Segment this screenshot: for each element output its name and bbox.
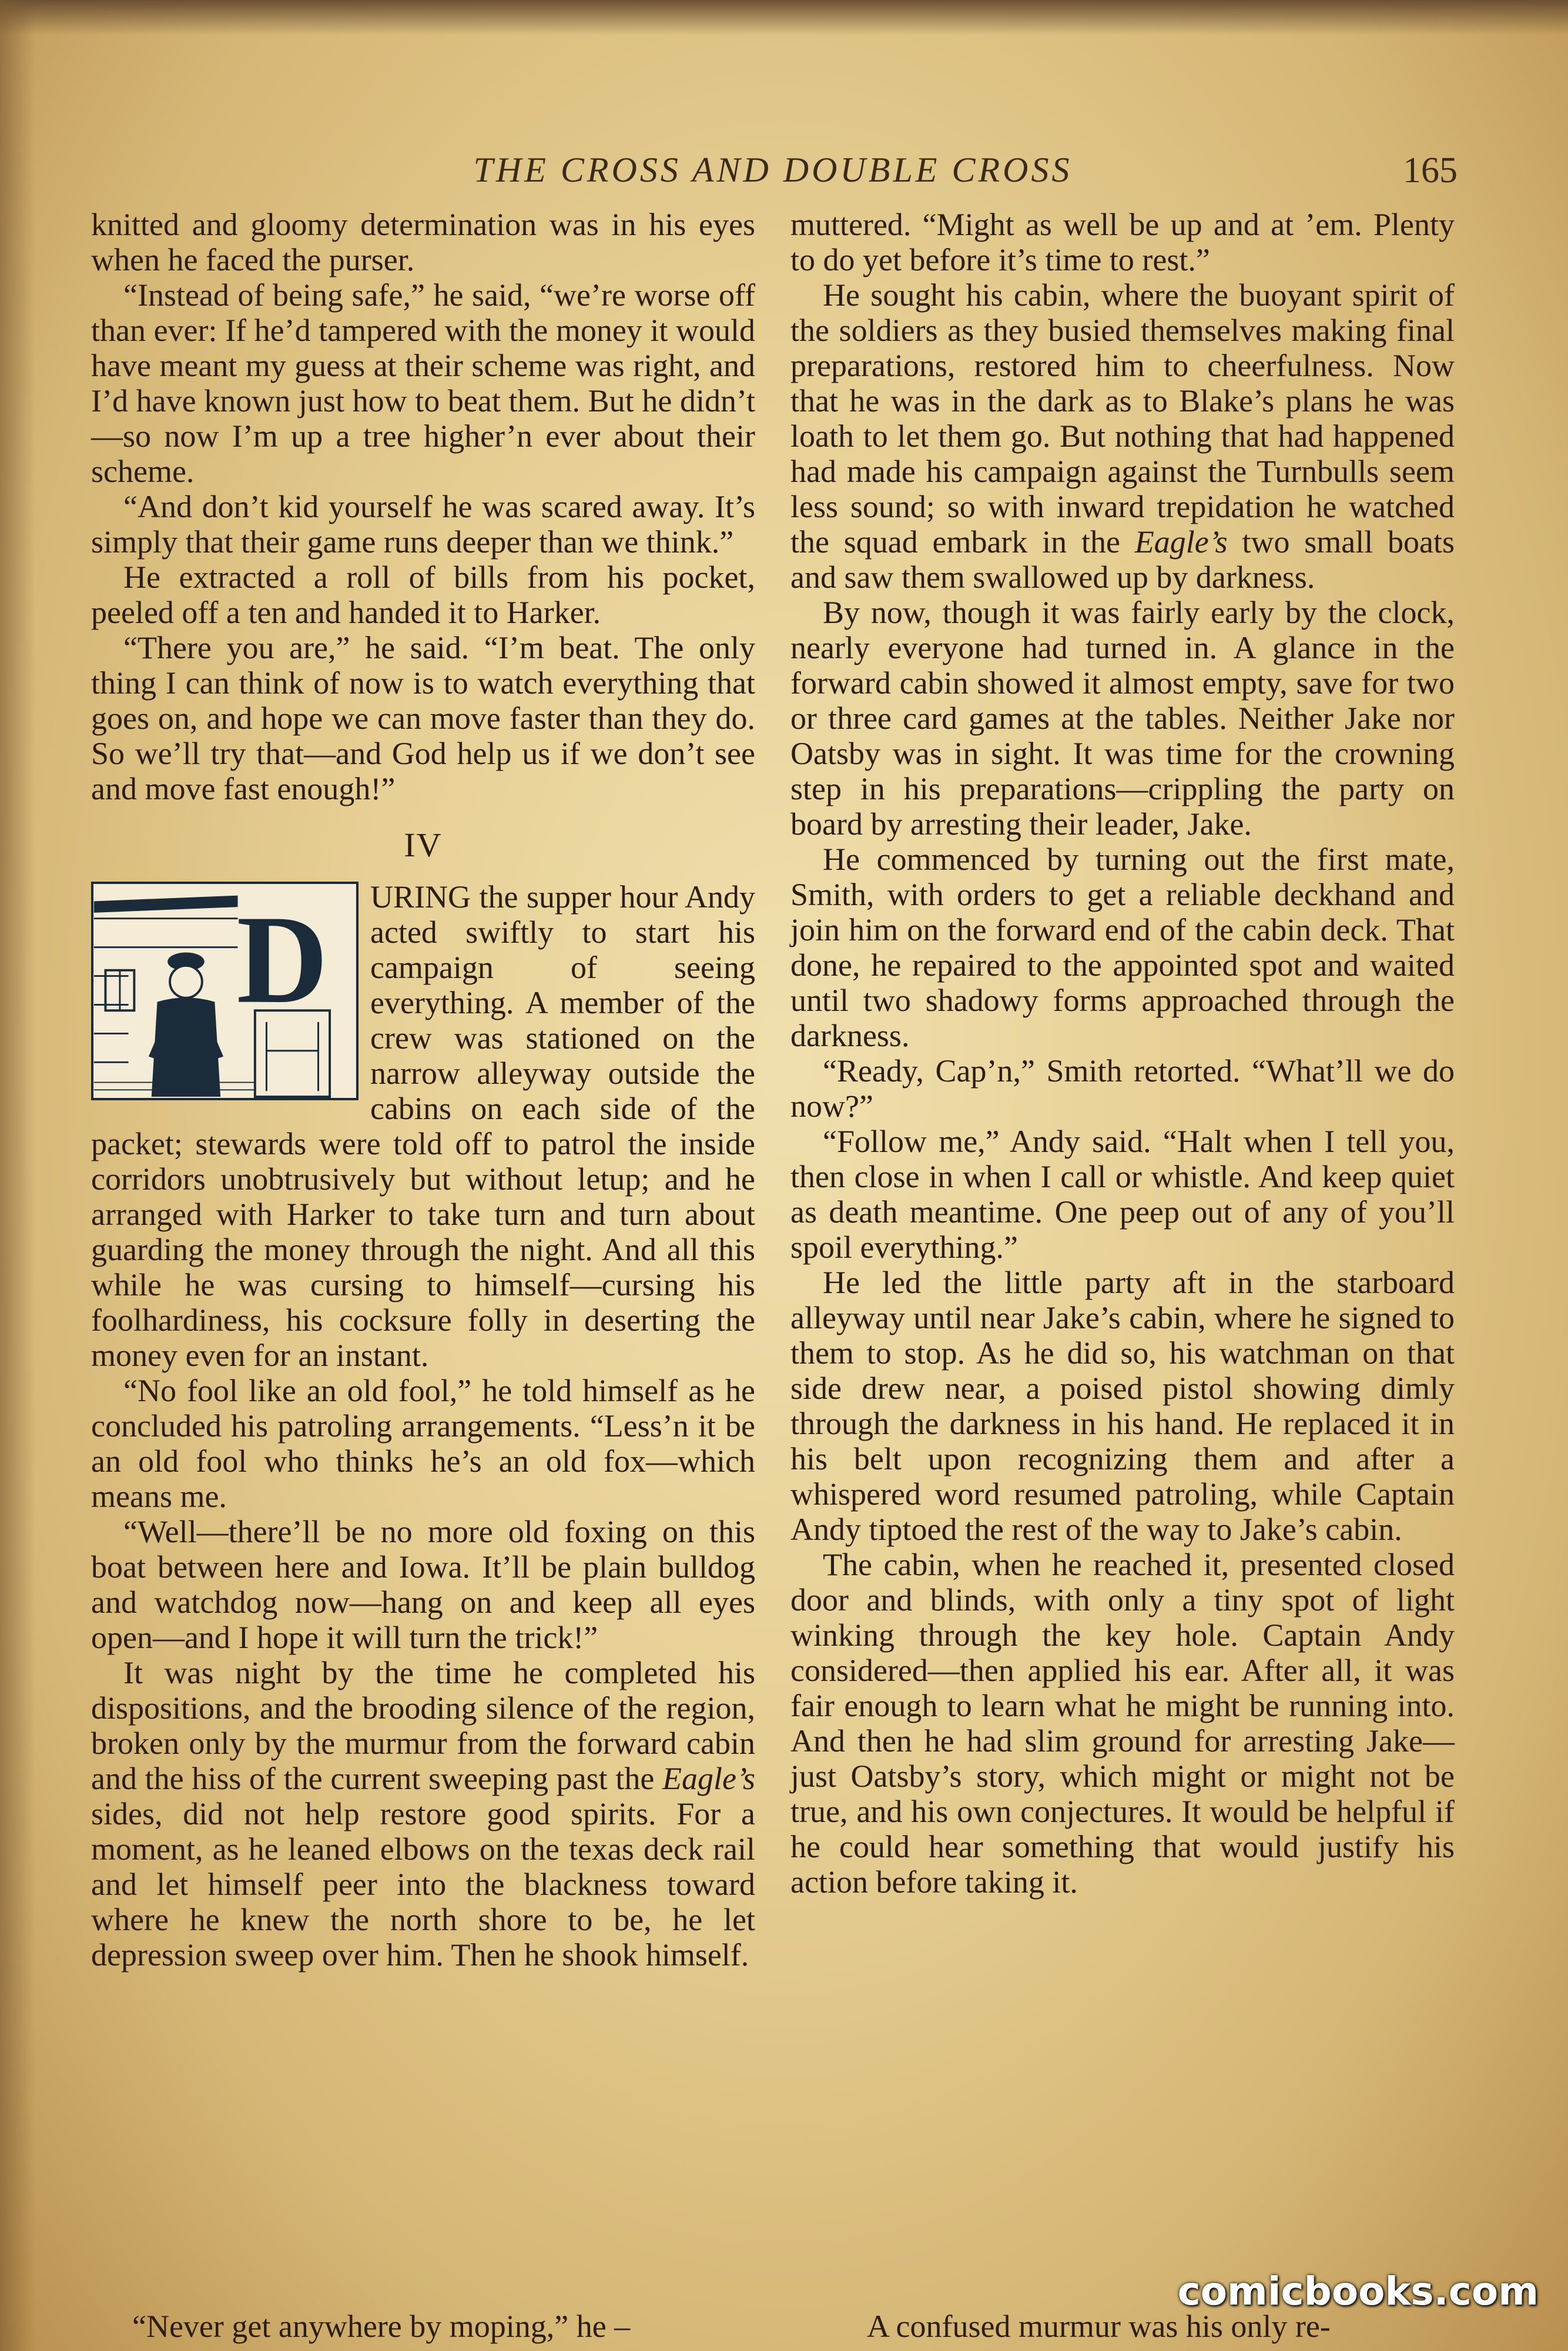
- page-number: 165: [1403, 150, 1458, 190]
- paragraph: “There you are,” he said. “I’m beat. The only thing I can think of now is to watch everything that goes on, and hope we can move faster than they do. So we’ll try that—and God help us if we don’t see and move fast enough!”: [91, 630, 755, 806]
- page-edge-shadow: [0, 0, 1568, 35]
- text-run: sides, did not help restore good spirits. For a moment, as he leaned elbows on the texas deck rail and let himself peer into the blackness toward where he knew the north shore to be, he let depression sweep over him. Then he shook himself.: [91, 1796, 755, 1972]
- paragraph: “And don’t kid yourself he was scared away. It’s simply that their game runs deeper than we think.”: [91, 489, 755, 560]
- paragraph: The cabin, when he reached it, presented closed door and blinds, with only a tiny spot of light winking through the key hole. Captain Andy considered—then applied his ear. After all, it was fair enough to learn what he might be running into. And then he had slim ground for arresting Jake—just Oatsby’s story, which might or might not be true, and his own conjectures. It would be helpful if he could hear something that would justify his action before taking it.: [790, 1547, 1455, 1900]
- page-header: [88, 150, 1458, 197]
- text-run: He sought his cabin, where the buoyant spirit of the soldiers as they busied themselves making final preparations, restored him to cheerfulness. Now that he was in the dark as to Blake’s plans he was loath to let them go. But nothing that had happened had made his campaign against the Turnbulls seem less sound; so with inward trepidation he watched the squad embark in the: [790, 277, 1455, 560]
- ship-name: Eagle’s: [662, 1761, 755, 1796]
- running-title: THE CROSS AND DOUBLE CROSS: [473, 150, 1073, 189]
- paragraph: URING the supper hour Andy acted swiftly to start his campaign of seeing everything. A member of the crew was stationed on the narrow alleyway outside the cabins on each side of the packet; stewards were told off to patrol the inside corridors unobtrusively but without letup; and he arranged with Harker to take turn and turn about guarding the money through the night. And all this while he was cursing to himself—cursing his foolhardiness, his cocksure folly in deserting the money even for an instant.: [91, 879, 755, 1373]
- watermark: comicbooks.com: [1177, 2269, 1539, 2314]
- sailor-doorway-illustration: [93, 884, 356, 1098]
- text-run: two small boats and saw them swallowed up by darkness.: [790, 524, 1455, 595]
- paragraph: “No fool like an old fool,” he told himself as he concluded his patroling arrangements. “Less’n it be an old fool who thinks he’s an old fox—which means me.: [91, 1373, 755, 1514]
- dropcap-letter: D: [236, 889, 329, 1030]
- left-column: [91, 207, 755, 1972]
- paragraph: He commenced by turning out the first mate, Smith, with orders to get a reliable deckhand and join him on the forward end of the cabin deck. That done, he repaired to the appointed spot and waited until two shadowy forms approached through the darkness.: [790, 842, 1455, 1053]
- paragraph: [91, 1655, 755, 1972]
- footer-left-text: “Never get anywhere by moping,” he –: [132, 2309, 631, 2344]
- paragraph: knitted and gloomy determination was in his eyes when he faced the purser.: [91, 207, 755, 277]
- right-column: [790, 207, 1455, 1900]
- paragraph: [790, 277, 1455, 595]
- page-binding-shadow: [0, 0, 35, 2351]
- text-run: It was night by the time he completed his dispositions, and the brooding silence of the region, broken only by the murmur from the forward cabin and the hiss of the current sweeping past the: [91, 1655, 755, 1796]
- dropcap-illustration: [91, 882, 359, 1100]
- paragraph: He led the little party aft in the starboard alleyway until near Jake’s cabin, where he signed to them to stop. As he did so, his watchman on that side drew near, a poised pistol showing dimly through the darkness in his hand. He replaced it in his belt upon recognizing them and after a whispered word resumed patroling, while Captain Andy tiptoed the rest of the way to Jake’s cabin.: [790, 1265, 1455, 1547]
- ship-name: Eagle’s: [1134, 524, 1228, 560]
- paragraph: “Well—there’ll be no more old foxing on this boat between here and Iowa. It’ll be plain bulldog and watchdog now—hang on and keep all eyes open—and I hope it will turn the trick!”: [91, 1514, 755, 1655]
- footer-right-text: A confused murmur was his only re-: [867, 2309, 1331, 2344]
- paragraph: “Ready, Cap’n,” Smith retorted. “What’ll we do now?”: [790, 1053, 1455, 1124]
- paragraph: He extracted a roll of bills from his pocket, peeled off a ten and handed it to Harker.: [91, 560, 755, 630]
- paragraph: “Instead of being safe,” he said, “we’re worse off than ever: If he’d tampered with the money it would have meant my guess at their scheme was right, and I’d have known just how to beat them. But he didn’t—so now I’m up a tree higher’n ever about their scheme.: [91, 277, 755, 489]
- section-number: IV: [404, 826, 443, 864]
- paragraph: muttered. “Might as well be up and at ’em. Plenty to do yet before it’s time to rest.”: [790, 207, 1455, 277]
- paragraph: By now, though it was fairly early by the clock, nearly everyone had turned in. A glance in the forward cabin showed it almost empty, save for two or three card games at the tables. Neither Jake nor Oatsby was in sight. It was time for the crowning step in his preparations—crippling the party on board by arresting their leader, Jake.: [790, 595, 1455, 842]
- paragraph: “Follow me,” Andy said. “Halt when I tell you, then close in when I call or whistle. And keep quiet as death meantime. One peep out of any of you’ll spoil everything.”: [790, 1124, 1455, 1265]
